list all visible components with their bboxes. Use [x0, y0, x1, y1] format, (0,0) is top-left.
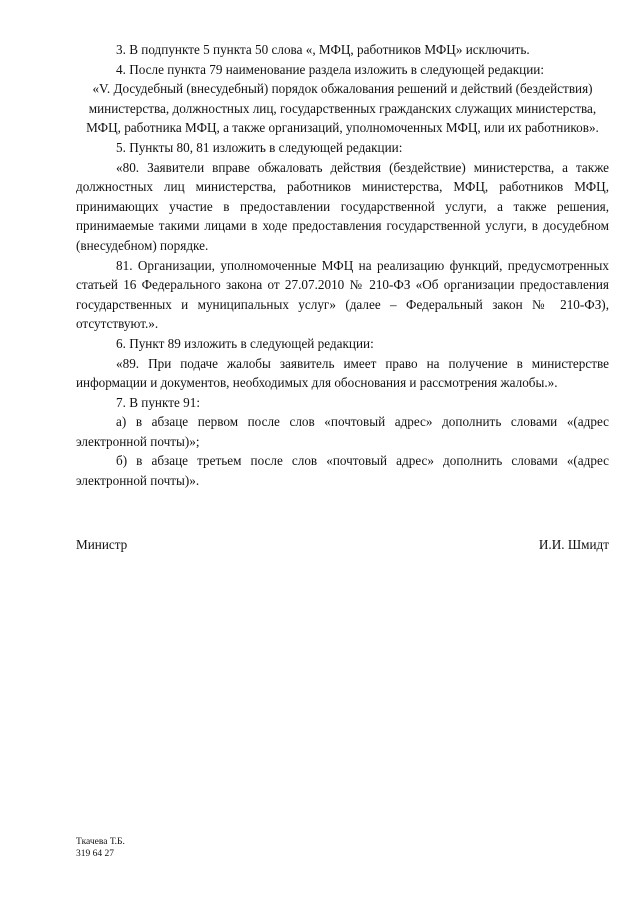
signature-block — [76, 535, 609, 555]
paragraph-point-81: 81. Организации, уполномоченные МФЦ на реализацию функций, предусмотренных статьей 16 Федерального закона от 27.07.2010 № 210-ФЗ «Об организации предоставления государственных и муниципальных услуг» (далее – Федеральный закон № 210-ФЗ), отсутствуют.». — [76, 257, 609, 332]
paragraph-point-80: «80. Заявители вправе обжаловать действия (бездействие) министерства, а также должностных лиц министерства, работников министерства, МФЦ, работников МФЦ, принимающих участие в предоставлении государственной услуги, а также решения, принимаемые такими лицами в ходе предоставления государственной услуги, в досудебном (внесудебном) порядке. — [76, 159, 609, 253]
signatory-position: Министр — [76, 537, 128, 552]
paragraph-item-4: 4. После пункта 79 наименование раздела изложить в следующей редакции: — [116, 61, 545, 77]
signatory-name: И.И. Шмидт — [538, 537, 609, 552]
section-heading-v: «V. Досудебный (внесудебный) порядок обжалования решений и действий (бездействия) министерства, должностных лиц, государственных гражданских служащих министерства, МФЦ, работника МФЦ, а также организаций, уполномоченных МФЦ, или их работников». — [86, 81, 599, 136]
executor-name: Ткачева Т.Б. — [76, 837, 125, 847]
executor-phone: 319 64 27 — [76, 849, 114, 859]
executor-block — [76, 836, 125, 860]
paragraph-item-6: 6. Пункт 89 изложить в следующей редакции: — [116, 335, 374, 351]
paragraph-item-3: 3. В подпункте 5 пункта 50 слова «, МФЦ, работников МФЦ» исключить. — [116, 42, 530, 57]
paragraph-item-7: 7. В пункте 91: — [116, 394, 200, 410]
paragraph-subitem-a: а) в абзаце первом после слов «почтовый адрес» дополнить словами «(адрес электронной почты)»; — [76, 414, 609, 449]
document-body — [76, 40, 609, 491]
paragraph-point-89: «89. При подаче жалобы заявитель имеет право на получение в министерстве информации и документов, необходимых для обоснования и рассмотрения жалобы.». — [76, 355, 609, 391]
paragraph-subitem-b: б) в абзаце третьем после слов «почтовый адрес» дополнить словами «(адрес электронной почты)». — [76, 453, 609, 489]
paragraph-item-5: 5. Пункты 80, 81 изложить в следующей редакции: — [116, 139, 403, 155]
